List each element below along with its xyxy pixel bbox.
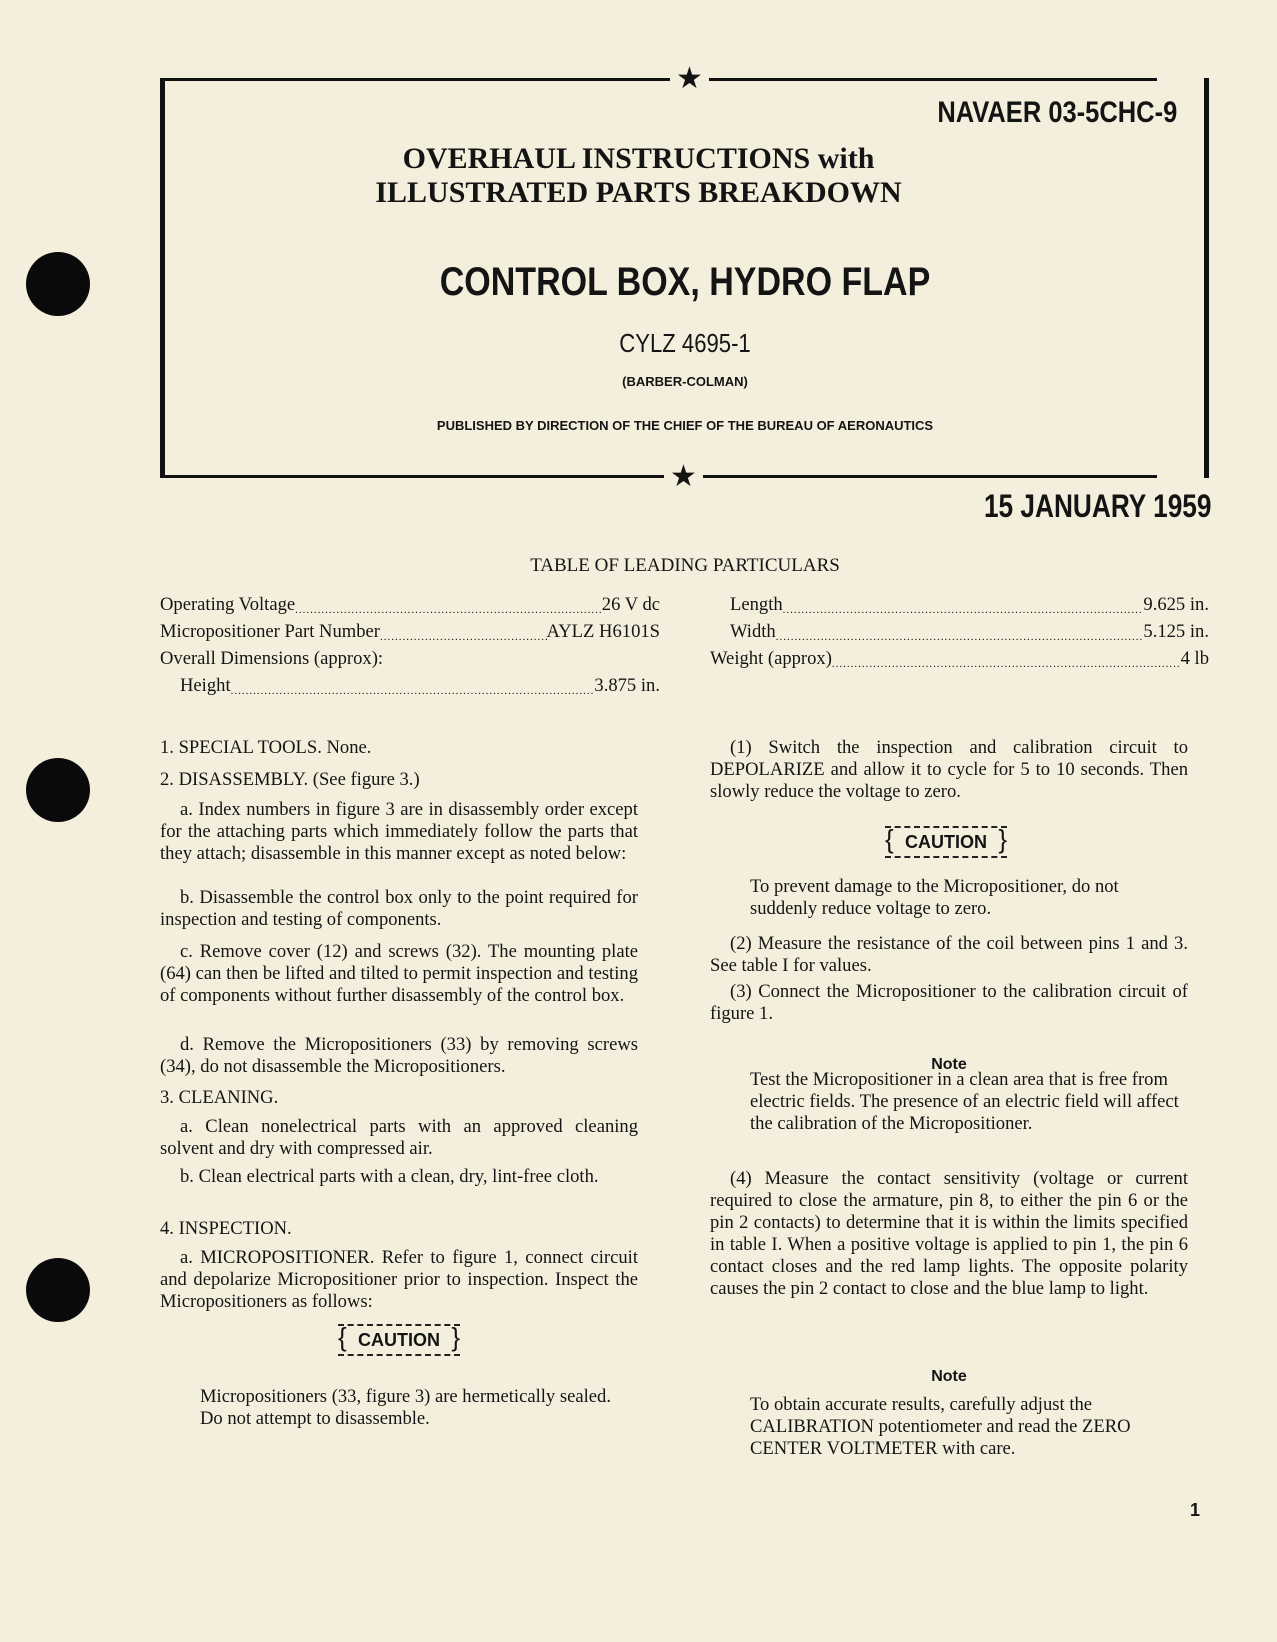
punch-hole (26, 1258, 90, 1322)
bottom-rule (160, 475, 1157, 478)
value: 4 lb (1180, 648, 1209, 669)
paragraph: a. Clean nonelectrical parts with an approved cleaning solvent and dry with compressed air. (160, 1116, 638, 1159)
star-icon: ★ (664, 462, 703, 492)
value: 3.875 in. (594, 675, 660, 696)
value: AYLZ H6101S (546, 621, 660, 642)
document-title (0, 142, 1277, 210)
note-heading: Note (931, 1368, 967, 1385)
note-text: To obtain accurate results, carefully adjust the CALIBRATION potentiometer and read the ZERO CENTER VOLTMETER with care. (750, 1394, 1131, 1459)
top-rule (160, 78, 1157, 81)
star-icon: ★ (670, 64, 709, 94)
paragraph: (3) Connect the Micropositioner to the calibration circuit of figure 1. (710, 981, 1188, 1024)
part-number: CYLZ 4695-1 (619, 328, 751, 358)
label: Height (180, 675, 231, 696)
punch-hole (26, 252, 90, 316)
leader-dots (783, 604, 1144, 616)
particulars-title: TABLE OF LEADING PARTICULARS (530, 555, 840, 576)
particular-row (730, 621, 1209, 643)
note-text: Test the Micropositioner in a clean area that is free from electric fields. The presence of an electric field will affect the calibration of the Micropositioner. (750, 1069, 1179, 1134)
label: Overall Dimensions (approx): (160, 648, 384, 669)
paragraph: a. Index numbers in figure 3 are in disassembly order except for the attaching parts which immediately follow the parts that they attach; disassemble in this manner except as noted below: (160, 799, 638, 864)
section-heading: 4. INSPECTION. (160, 1218, 292, 1239)
value: 9.625 in. (1143, 594, 1209, 615)
publication-date: 15 JANUARY 1959 (983, 488, 1211, 524)
paragraph: b. Clean electrical parts with a clean, dry, lint-free cloth. (180, 1166, 599, 1187)
section-heading: 3. CLEANING. (160, 1087, 279, 1108)
published-by: PUBLISHED BY DIRECTION OF THE CHIEF OF THE BUREAU OF AERONAUTICS (436, 418, 934, 433)
note-heading: Note (931, 1056, 967, 1073)
particular-row (160, 648, 660, 670)
particular-row (710, 648, 1209, 670)
punch-hole (26, 758, 90, 822)
paragraph: c. Remove cover (12) and screws (32). The mounting plate (64) can then be lifted and tilted to permit inspection and testing of components without further disassembly of the control box. (160, 941, 638, 1006)
paragraph: (2) Measure the resistance of the coil between pins 1 and 3. See table I for values. (710, 933, 1188, 976)
paragraph: (1) Switch the inspection and calibration circuit to DEPOLARIZE and allow it to cycle for 5 to 10 seconds. Then slowly reduce the voltage to zero. (710, 737, 1188, 802)
particular-row (730, 594, 1209, 616)
page-number: 1 (1190, 1500, 1201, 1520)
caution-box: { CAUTION } (885, 826, 1007, 858)
label: Width (730, 621, 776, 642)
particular-row (160, 621, 660, 643)
paragraph: d. Remove the Micropositioners (33) by removing screws (34), do not disassemble the Micropositioners. (160, 1034, 638, 1077)
leader-dots (776, 631, 1144, 643)
title-line-2: ILLUSTRATED PARTS BREAKDOWN (375, 176, 902, 209)
leader-dots (832, 658, 1181, 670)
caution-text: Micropositioners (33, figure 3) are hermetically sealed. Do not attempt to disassemble. (200, 1386, 611, 1429)
label: Micropositioner Part Number (160, 621, 380, 642)
caution-text: To prevent damage to the Micropositioner, do not suddenly reduce voltage to zero. (750, 876, 1119, 919)
label: Length (730, 594, 783, 615)
leader-dots (231, 685, 595, 697)
paragraph: a. MICROPOSITIONER. Refer to figure 1, connect circuit and depolarize Micropositioner prior to inspection. Inspect the Micropositioners as follows: (160, 1247, 638, 1312)
particular-row (180, 675, 660, 697)
leader-dots (380, 631, 547, 643)
section-heading: 1. SPECIAL TOOLS. None. (160, 737, 372, 758)
section-heading: 2. DISASSEMBLY. (See figure 3.) (160, 769, 420, 790)
document-number: NAVAER 03-5CHC-9 (937, 96, 1177, 129)
value: 5.125 in. (1143, 621, 1209, 642)
leader-dots (295, 604, 602, 616)
label: Weight (approx) (710, 648, 832, 669)
title-line-1: OVERHAUL INSTRUCTIONS with (402, 142, 875, 175)
subject-title: CONTROL BOX, HYDRO FLAP (439, 260, 931, 304)
manufacturer: (BARBER-COLMAN) (622, 374, 748, 389)
caution-box: { CAUTION } (338, 1324, 460, 1356)
particular-row (160, 594, 660, 616)
paragraph: b. Disassemble the control box only to the point required for inspection and testing of components. (160, 887, 638, 930)
value: 26 V dc (601, 594, 660, 615)
paragraph: (4) Measure the contact sensitivity (voltage or current required to close the armature, pin 8, to either the pin 6 or the pin 2 contacts) to determine that it is within the limits specified in table I. When a positive voltage is applied to pin 1, the pin 6 contact closes and the red lamp lights. The opposite polarity causes the pin 2 contact to close and the blue lamp to light. (710, 1168, 1188, 1299)
label: Operating Voltage (160, 594, 296, 615)
